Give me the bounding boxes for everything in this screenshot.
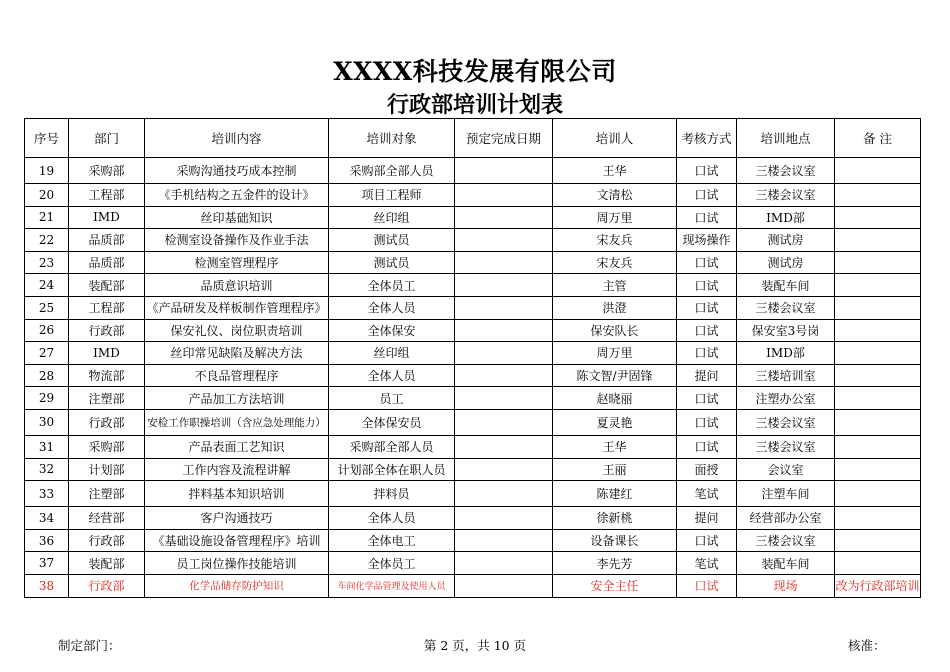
table-row xyxy=(25,251,921,274)
cell-department: 行政部 xyxy=(69,409,145,435)
cell-department: 工程部 xyxy=(69,184,145,207)
cell-location: 三楼会议室 xyxy=(737,435,835,458)
cell-assessment: 口试 xyxy=(677,206,737,229)
cell-trainer: 徐新桃 xyxy=(553,507,677,530)
cell-remarks xyxy=(835,387,921,410)
cell-location: 三楼培训室 xyxy=(737,364,835,387)
table-row xyxy=(25,296,921,319)
cell-department: 行政部 xyxy=(69,529,145,552)
cell-remarks xyxy=(835,409,921,435)
cell-department: 装配部 xyxy=(69,274,145,297)
cell-assessment: 口试 xyxy=(677,251,737,274)
cell-assessment: 提问 xyxy=(677,507,737,530)
cell-content: 保安礼仪、岗位职责培训 xyxy=(145,319,329,342)
cell-trainer: 周万里 xyxy=(553,342,677,365)
cell-trainer: 王丽 xyxy=(553,458,677,481)
cell-due-date xyxy=(455,206,553,229)
cell-assessment: 口试 xyxy=(677,184,737,207)
cell-audience: 测试员 xyxy=(329,251,455,274)
cell-trainer: 宋友兵 xyxy=(553,251,677,274)
cell-department: 工程部 xyxy=(69,296,145,319)
cell-index: 37 xyxy=(25,552,69,575)
cell-trainer: 夏灵艳 xyxy=(553,409,677,435)
cell-index: 22 xyxy=(25,229,69,252)
cell-content: 客户沟通技巧 xyxy=(145,507,329,530)
cell-due-date xyxy=(455,251,553,274)
col-header-remarks: 备 注 xyxy=(835,119,921,158)
cell-department: 采购部 xyxy=(69,158,145,184)
table-row xyxy=(25,435,921,458)
cell-index: 26 xyxy=(25,319,69,342)
cell-assessment: 笔试 xyxy=(677,552,737,575)
cell-remarks xyxy=(835,529,921,552)
cell-content: 品质意识培训 xyxy=(145,274,329,297)
cell-audience: 全体人员 xyxy=(329,507,455,530)
cell-index: 32 xyxy=(25,458,69,481)
cell-department: 注塑部 xyxy=(69,481,145,507)
cell-remarks xyxy=(835,206,921,229)
cell-content: 检测室设备操作及作业手法 xyxy=(145,229,329,252)
cell-content: 检测室管理程序 xyxy=(145,251,329,274)
col-header-department: 部门 xyxy=(69,119,145,158)
cell-remarks xyxy=(835,158,921,184)
col-header-trainer: 培训人 xyxy=(553,119,677,158)
cell-location: 三楼会议室 xyxy=(737,296,835,319)
cell-due-date xyxy=(455,507,553,530)
cell-location: 保安室3号岗 xyxy=(737,319,835,342)
cell-location: 装配车间 xyxy=(737,274,835,297)
cell-location: 三楼会议室 xyxy=(737,184,835,207)
cell-location: 经营部办公室 xyxy=(737,507,835,530)
table-row xyxy=(25,387,921,410)
cell-department: 行政部 xyxy=(69,574,145,597)
cell-location: 装配车间 xyxy=(737,552,835,575)
cell-remarks: 改为行政部培训 xyxy=(835,574,921,597)
table-row xyxy=(25,458,921,481)
cell-assessment: 面授 xyxy=(677,458,737,481)
cell-department: IMD xyxy=(69,206,145,229)
cell-index: 36 xyxy=(25,529,69,552)
cell-audience: 采购部全部人员 xyxy=(329,435,455,458)
table-row xyxy=(25,552,921,575)
cell-remarks xyxy=(835,364,921,387)
cell-content: 《产品研发及样板制作管理程序》 xyxy=(145,296,329,319)
cell-audience: 全体人员 xyxy=(329,296,455,319)
cell-due-date xyxy=(455,184,553,207)
col-header-due-date: 预定完成日期 xyxy=(455,119,553,158)
cell-audience: 全体电工 xyxy=(329,529,455,552)
cell-assessment: 提问 xyxy=(677,364,737,387)
cell-department: 注塑部 xyxy=(69,387,145,410)
cell-content: 产品表面工艺知识 xyxy=(145,435,329,458)
cell-due-date xyxy=(455,274,553,297)
col-header-audience: 培训对象 xyxy=(329,119,455,158)
cell-content: 《手机结构之五金件的设计》 xyxy=(145,184,329,207)
cell-location: IMD部 xyxy=(737,342,835,365)
cell-remarks xyxy=(835,481,921,507)
cell-content: 拌料基本知识培训 xyxy=(145,481,329,507)
table-row xyxy=(25,507,921,530)
cell-index: 29 xyxy=(25,387,69,410)
cell-remarks xyxy=(835,296,921,319)
cell-location: 注塑办公室 xyxy=(737,387,835,410)
table-row xyxy=(25,364,921,387)
cell-index: 25 xyxy=(25,296,69,319)
cell-trainer: 陈文智/尹固锋 xyxy=(553,364,677,387)
table-row xyxy=(25,529,921,552)
table-row xyxy=(25,319,921,342)
footer-dept-label: 制定部门： xyxy=(58,638,121,653)
cell-due-date xyxy=(455,481,553,507)
cell-trainer: 安全主任 xyxy=(553,574,677,597)
col-header-location: 培训地点 xyxy=(737,119,835,158)
cell-due-date xyxy=(455,529,553,552)
cell-audience: 全体保安 xyxy=(329,319,455,342)
cell-location: 现场 xyxy=(737,574,835,597)
cell-department: 行政部 xyxy=(69,319,145,342)
footer-page-info: 第 2 页，共 10 页 xyxy=(423,638,527,653)
cell-audience: 项目工程师 xyxy=(329,184,455,207)
cell-index: 28 xyxy=(25,364,69,387)
cell-due-date xyxy=(455,458,553,481)
cell-content: 员工岗位操作技能培训 xyxy=(145,552,329,575)
cell-audience: 全体员工 xyxy=(329,274,455,297)
table-row xyxy=(25,574,921,597)
table-row xyxy=(25,206,921,229)
cell-index: 20 xyxy=(25,184,69,207)
cell-index: 31 xyxy=(25,435,69,458)
cell-assessment: 口试 xyxy=(677,529,737,552)
cell-assessment: 口试 xyxy=(677,158,737,184)
cell-due-date xyxy=(455,387,553,410)
cell-index: 27 xyxy=(25,342,69,365)
cell-trainer: 宋友兵 xyxy=(553,229,677,252)
table-row xyxy=(25,229,921,252)
cell-content: 产品加工方法培训 xyxy=(145,387,329,410)
cell-index: 19 xyxy=(25,158,69,184)
cell-assessment: 口试 xyxy=(677,574,737,597)
cell-trainer: 王华 xyxy=(553,158,677,184)
cell-location: IMD部 xyxy=(737,206,835,229)
cell-index: 24 xyxy=(25,274,69,297)
cell-due-date xyxy=(455,158,553,184)
cell-content: 工作内容及流程讲解 xyxy=(145,458,329,481)
cell-due-date xyxy=(455,364,553,387)
cell-department: 装配部 xyxy=(69,552,145,575)
cell-due-date xyxy=(455,229,553,252)
cell-department: 品质部 xyxy=(69,251,145,274)
cell-audience: 全体员工 xyxy=(329,552,455,575)
cell-index: 38 xyxy=(25,574,69,597)
cell-assessment: 口试 xyxy=(677,319,737,342)
table-row xyxy=(25,409,921,435)
cell-due-date xyxy=(455,296,553,319)
document-title: 行政部培训计划表 xyxy=(386,92,563,118)
cell-index: 34 xyxy=(25,507,69,530)
cell-assessment: 口试 xyxy=(677,342,737,365)
cell-location: 测试房 xyxy=(737,251,835,274)
cell-assessment: 口试 xyxy=(677,296,737,319)
cell-department: 计划部 xyxy=(69,458,145,481)
cell-assessment: 现场操作 xyxy=(677,229,737,252)
cell-audience: 车间化学品管理及使用人员 xyxy=(329,574,455,597)
cell-remarks xyxy=(835,184,921,207)
footer-approve-label: 核准： xyxy=(848,638,886,653)
table-row xyxy=(25,158,921,184)
cell-assessment: 笔试 xyxy=(677,481,737,507)
cell-content: 不良品管理程序 xyxy=(145,364,329,387)
col-header-assessment: 考核方式 xyxy=(677,119,737,158)
cell-audience: 测试员 xyxy=(329,229,455,252)
cell-due-date xyxy=(455,552,553,575)
cell-content: 《基础设施设备管理程序》培训 xyxy=(145,529,329,552)
cell-audience: 丝印组 xyxy=(329,342,455,365)
table-header-row xyxy=(25,119,921,158)
cell-index: 30 xyxy=(25,409,69,435)
cell-location: 测试房 xyxy=(737,229,835,252)
cell-location: 三楼会议室 xyxy=(737,158,835,184)
cell-due-date xyxy=(455,409,553,435)
cell-trainer: 赵晓丽 xyxy=(553,387,677,410)
cell-assessment: 口试 xyxy=(677,387,737,410)
company-name: XXXX科技发展有限公司 xyxy=(333,57,617,86)
cell-trainer: 李先芳 xyxy=(553,552,677,575)
cell-remarks xyxy=(835,251,921,274)
cell-audience: 全体保安员 xyxy=(329,409,455,435)
cell-due-date xyxy=(455,435,553,458)
table-row xyxy=(25,274,921,297)
col-header-index: 序号 xyxy=(25,119,69,158)
cell-content: 采购沟通技巧成本控制 xyxy=(145,158,329,184)
cell-remarks xyxy=(835,229,921,252)
cell-assessment: 口试 xyxy=(677,409,737,435)
table-row xyxy=(25,342,921,365)
cell-content: 安检工作职操培训（含应急处理能力） xyxy=(145,409,329,435)
cell-content: 丝印基础知识 xyxy=(145,206,329,229)
cell-index: 21 xyxy=(25,206,69,229)
cell-audience: 全体人员 xyxy=(329,364,455,387)
cell-assessment: 口试 xyxy=(677,435,737,458)
cell-trainer: 主管 xyxy=(553,274,677,297)
cell-department: 采购部 xyxy=(69,435,145,458)
cell-index: 23 xyxy=(25,251,69,274)
table-row xyxy=(25,481,921,507)
cell-assessment: 口试 xyxy=(677,274,737,297)
cell-remarks xyxy=(835,274,921,297)
cell-department: 物流部 xyxy=(69,364,145,387)
cell-trainer: 文清松 xyxy=(553,184,677,207)
cell-content: 丝印常见缺陷及解决方法 xyxy=(145,342,329,365)
cell-trainer: 洪澄 xyxy=(553,296,677,319)
cell-location: 会议室 xyxy=(737,458,835,481)
cell-audience: 员工 xyxy=(329,387,455,410)
cell-trainer: 周万里 xyxy=(553,206,677,229)
cell-audience: 丝印组 xyxy=(329,206,455,229)
col-header-content: 培训内容 xyxy=(145,119,329,158)
cell-department: 品质部 xyxy=(69,229,145,252)
training-plan-table xyxy=(24,118,921,598)
cell-remarks xyxy=(835,319,921,342)
cell-remarks xyxy=(835,552,921,575)
cell-trainer: 王华 xyxy=(553,435,677,458)
cell-due-date xyxy=(455,574,553,597)
cell-remarks xyxy=(835,507,921,530)
cell-audience: 计划部全体在职人员 xyxy=(329,458,455,481)
cell-location: 注塑车间 xyxy=(737,481,835,507)
cell-trainer: 陈建红 xyxy=(553,481,677,507)
cell-remarks xyxy=(835,458,921,481)
cell-location: 三楼会议室 xyxy=(737,529,835,552)
cell-due-date xyxy=(455,342,553,365)
cell-trainer: 保安队长 xyxy=(553,319,677,342)
cell-location: 三楼会议室 xyxy=(737,409,835,435)
cell-remarks xyxy=(835,435,921,458)
cell-department: 经营部 xyxy=(69,507,145,530)
cell-audience: 拌料员 xyxy=(329,481,455,507)
cell-index: 33 xyxy=(25,481,69,507)
cell-department: IMD xyxy=(69,342,145,365)
cell-trainer: 设备课长 xyxy=(553,529,677,552)
cell-remarks xyxy=(835,342,921,365)
cell-audience: 采购部全部人员 xyxy=(329,158,455,184)
cell-due-date xyxy=(455,319,553,342)
table-row xyxy=(25,184,921,207)
cell-content: 化学品储存防护知识 xyxy=(145,574,329,597)
